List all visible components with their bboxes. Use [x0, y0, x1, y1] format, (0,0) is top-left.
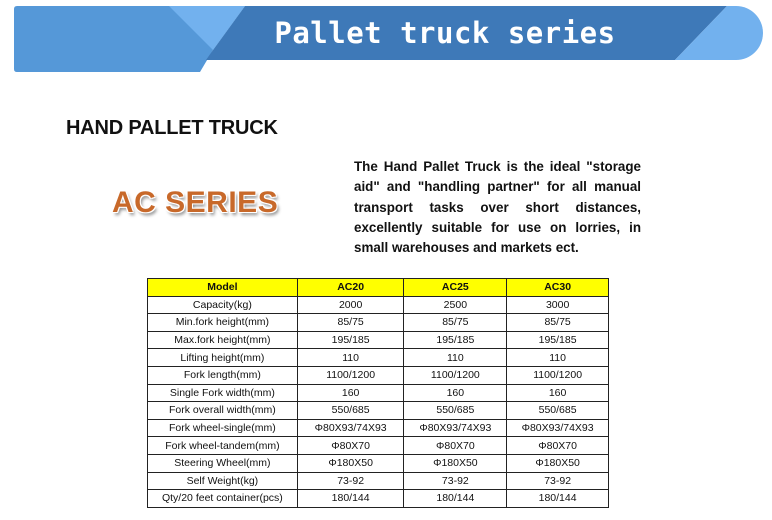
table-row [148, 419, 609, 437]
cell-value: Φ80X70 [404, 437, 507, 455]
row-label: Single Fork width(mm) [148, 384, 298, 402]
cell-value: Φ180X50 [297, 454, 404, 472]
cell-value: 550/685 [297, 402, 404, 420]
cell-value: 160 [507, 384, 609, 402]
cell-value: Φ80X70 [507, 437, 609, 455]
row-label: Fork overall width(mm) [148, 402, 298, 420]
row-label: Fork wheel-single(mm) [148, 419, 298, 437]
cell-value: 1100/1200 [507, 366, 609, 384]
cell-value: 195/185 [297, 331, 404, 349]
cell-value: Φ80X93/74X93 [404, 419, 507, 437]
table-row [148, 384, 609, 402]
cell-value: Φ80X93/74X93 [297, 419, 404, 437]
cell-value: 2500 [404, 296, 507, 314]
cell-value: Φ180X50 [507, 454, 609, 472]
table-row [148, 331, 609, 349]
row-label: Qty/20 feet container(pcs) [148, 490, 298, 508]
row-label: Fork wheel-tandem(mm) [148, 437, 298, 455]
cell-value: 180/144 [507, 490, 609, 508]
table-row [148, 296, 609, 314]
cell-value: 85/75 [297, 314, 404, 332]
header-ac25: AC25 [404, 279, 507, 297]
header-ac20: AC20 [297, 279, 404, 297]
row-label: Steering Wheel(mm) [148, 454, 298, 472]
cell-value: 195/185 [507, 331, 609, 349]
cell-value: 1100/1200 [404, 366, 507, 384]
cell-value: 110 [404, 349, 507, 367]
cell-value: 73-92 [297, 472, 404, 490]
cell-value: 180/144 [404, 490, 507, 508]
cell-value: 550/685 [507, 402, 609, 420]
banner-title: Pallet truck series [274, 16, 616, 50]
header-model: Model [148, 279, 298, 297]
table-row [148, 314, 609, 332]
series-logo: AC SERIES [112, 186, 279, 219]
table-row [148, 366, 609, 384]
table-header-row [148, 279, 609, 297]
cell-value: 85/75 [404, 314, 507, 332]
row-label: Fork length(mm) [148, 366, 298, 384]
cell-value: 550/685 [404, 402, 507, 420]
row-label: Capacity(kg) [148, 296, 298, 314]
row-label: Min.fork height(mm) [148, 314, 298, 332]
cell-value: 110 [507, 349, 609, 367]
cell-value: 85/75 [507, 314, 609, 332]
cell-value: 73-92 [507, 472, 609, 490]
cell-value: 160 [404, 384, 507, 402]
product-description: The Hand Pallet Truck is the ideal "storage aid" and "handling partner" for all manual transport tasks over short distances, excellently suitable for use on lorries, in small warehouses and markets ect. [354, 159, 641, 256]
row-label: Self Weight(kg) [148, 472, 298, 490]
header-ac30: AC30 [507, 279, 609, 297]
cell-value: 110 [297, 349, 404, 367]
cell-value: Φ80X70 [297, 437, 404, 455]
cell-value: 195/185 [404, 331, 507, 349]
row-label: Lifting height(mm) [148, 349, 298, 367]
cell-value: 180/144 [297, 490, 404, 508]
table-row [148, 349, 609, 367]
cell-value: 3000 [507, 296, 609, 314]
cell-value: 73-92 [404, 472, 507, 490]
cell-value: 160 [297, 384, 404, 402]
table-row [148, 402, 609, 420]
table-row [148, 454, 609, 472]
title-banner [0, 0, 772, 80]
table-row [148, 437, 609, 455]
cell-value: 1100/1200 [297, 366, 404, 384]
table-row [148, 472, 609, 490]
row-label: Max.fork height(mm) [148, 331, 298, 349]
section-title: HAND PALLET TRUCK [66, 117, 278, 139]
cell-value: Φ180X50 [404, 454, 507, 472]
spec-table [147, 278, 609, 508]
cell-value: 2000 [297, 296, 404, 314]
cell-value: Φ80X93/74X93 [507, 419, 609, 437]
table-row [148, 490, 609, 508]
